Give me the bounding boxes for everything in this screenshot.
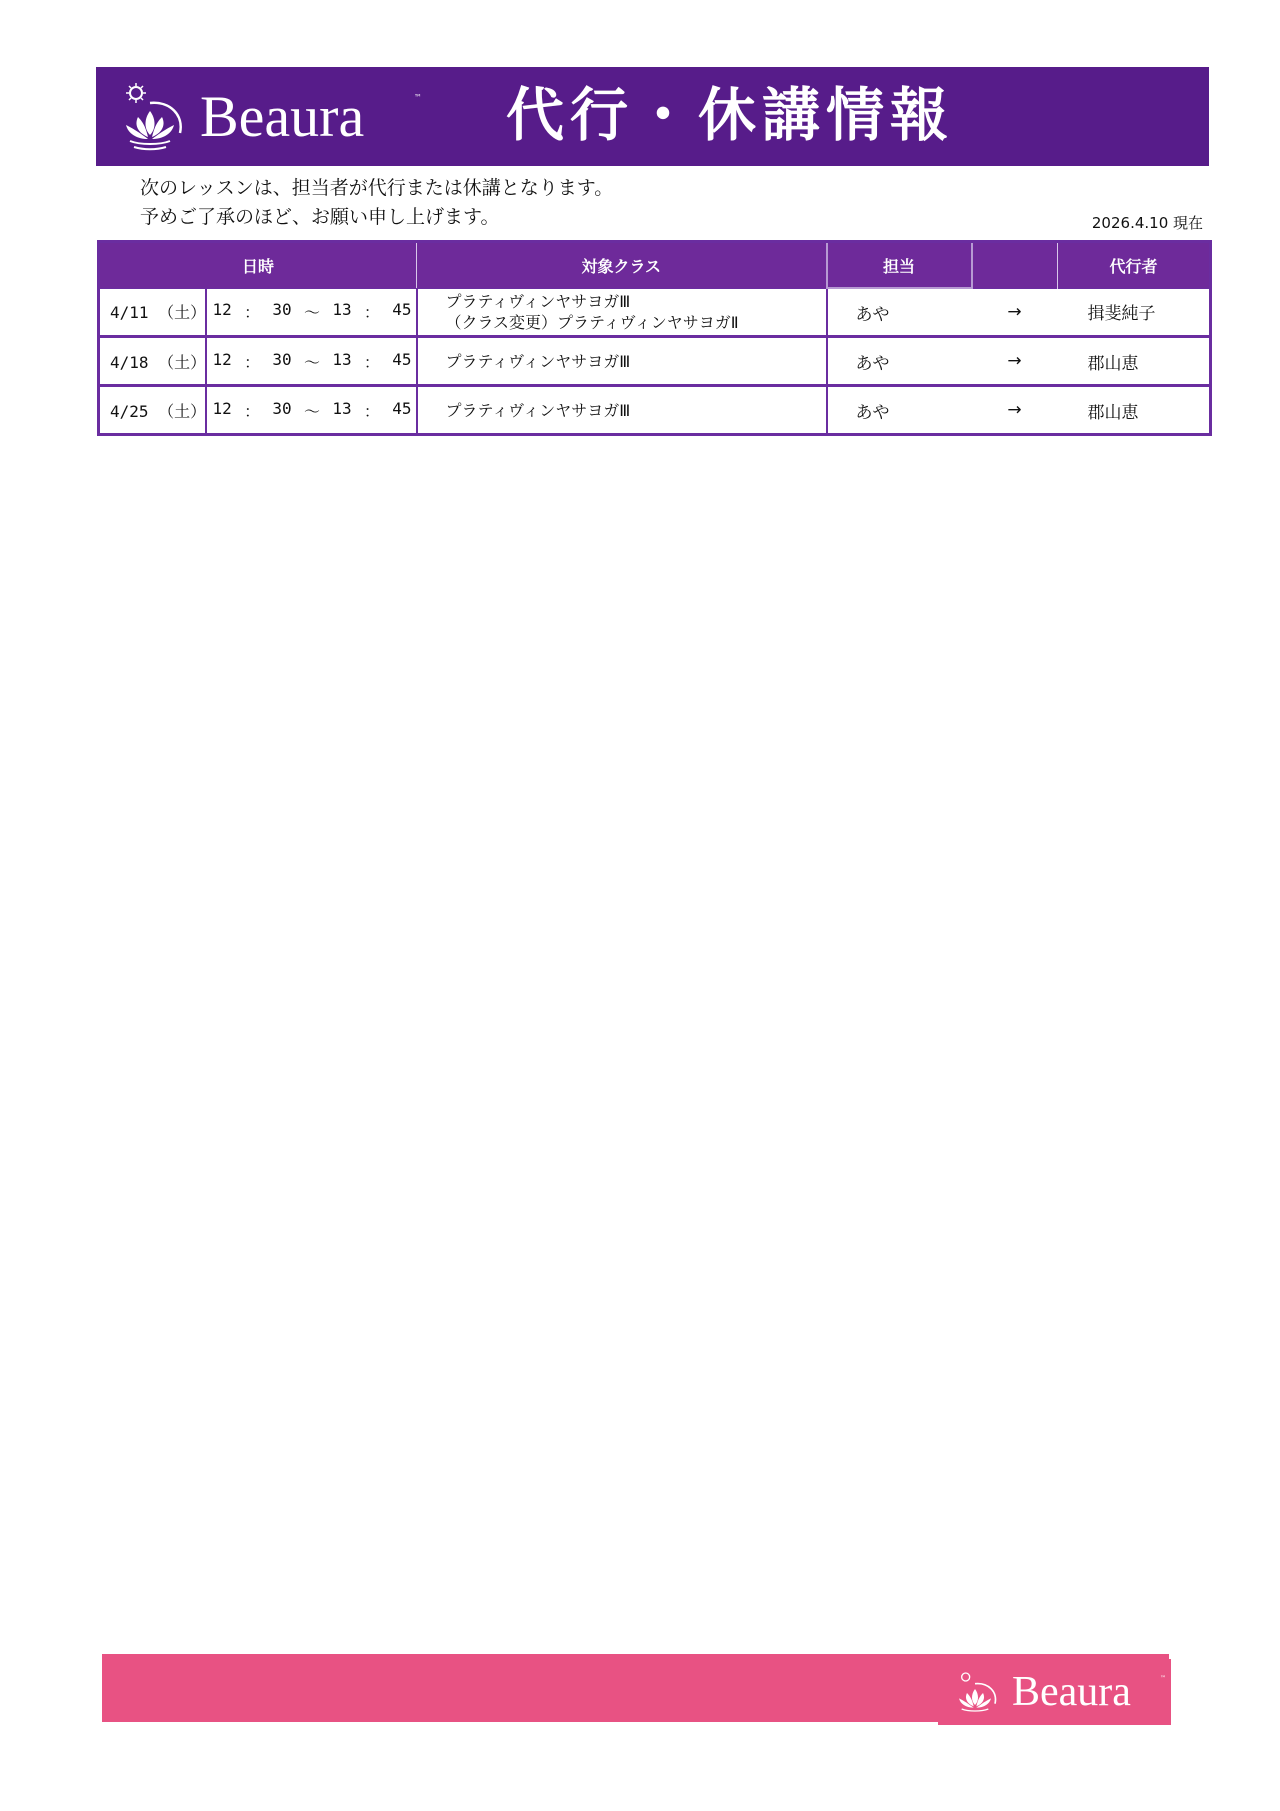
footer-brand-name: Beaura — [1012, 1669, 1131, 1715]
footer-trademark-mark: ™ — [1160, 1675, 1166, 1682]
cell-date: 4/18 （土） — [99, 337, 206, 386]
footer-brand — [938, 1659, 1171, 1725]
class-name: プラティヴィンヤサヨガⅢ — [445, 291, 631, 311]
col-header-class: 対象クラス — [417, 242, 827, 289]
time-tilde: ～ — [303, 401, 320, 421]
intro-line-2: 予めご了承のほど、お願い申し上げます。 — [140, 206, 500, 228]
cell-time — [206, 386, 417, 435]
as-of-date: 2026.4.10 現在 — [1091, 214, 1203, 232]
cell-substitute: 揖斐純子 — [1058, 288, 1211, 337]
start-hour: 12 — [212, 349, 232, 369]
cell-substitute: 郡山恵 — [1058, 386, 1211, 435]
cell-class — [417, 386, 827, 435]
col-header-substitute: 代行者 — [1058, 242, 1211, 289]
table-row — [99, 386, 1211, 435]
end-hour: 13 — [332, 398, 352, 418]
time-tilde: ～ — [303, 303, 320, 323]
time-colon: ： — [363, 401, 380, 421]
lotus-logo-icon — [110, 81, 190, 153]
class-name: プラティヴィンヤサヨガⅢ — [445, 351, 631, 371]
cell-substitute: 郡山恵 — [1058, 337, 1211, 386]
lotus-logo-icon — [946, 1669, 1004, 1717]
start-hour: 12 — [212, 398, 232, 418]
table-row — [99, 337, 1211, 386]
cell-time — [206, 337, 417, 386]
time-colon: ： — [363, 303, 380, 323]
start-minute: 30 — [272, 398, 292, 418]
page-title: 代行・休講情報 — [506, 81, 955, 149]
start-hour: 12 — [212, 300, 232, 320]
intro-line-1: 次のレッスンは、担当者が代行または休講となります。 — [140, 177, 614, 199]
cell-class — [417, 337, 827, 386]
arrow-icon: → — [972, 386, 1058, 435]
class-name: プラティヴィンヤサヨガⅢ — [445, 400, 631, 420]
end-minute: 45 — [392, 300, 412, 320]
trademark-mark: ™ — [414, 93, 422, 102]
cell-date: 4/25 （土） — [99, 386, 206, 435]
time-colon: ： — [244, 303, 261, 323]
end-hour: 13 — [332, 300, 352, 320]
start-minute: 30 — [272, 349, 292, 369]
cell-class — [417, 288, 827, 337]
time-colon: ： — [244, 352, 261, 372]
schedule-table — [97, 240, 1212, 436]
time-colon: ： — [244, 401, 261, 421]
brand-name: Beaura — [200, 84, 365, 149]
table-header-row — [99, 242, 1211, 289]
table-row — [99, 288, 1211, 337]
end-hour: 13 — [332, 349, 352, 369]
header-banner — [96, 67, 1209, 166]
cell-teacher: あや — [827, 337, 972, 386]
cell-time — [206, 288, 417, 337]
intro-text — [140, 174, 613, 232]
time-colon: ： — [363, 352, 380, 372]
col-header-teacher: 担当 — [827, 242, 972, 289]
col-header-blank — [972, 242, 1058, 289]
start-minute: 30 — [272, 300, 292, 320]
arrow-icon: → — [972, 337, 1058, 386]
arrow-icon: → — [972, 288, 1058, 337]
time-tilde: ～ — [303, 352, 320, 372]
col-header-datetime: 日時 — [99, 242, 417, 289]
cell-date: 4/11 （土） — [99, 288, 206, 337]
end-minute: 45 — [392, 349, 412, 369]
cell-teacher: あや — [827, 386, 972, 435]
end-minute: 45 — [392, 398, 412, 418]
cell-teacher: あや — [827, 288, 972, 337]
class-change-note: （クラス変更）プラティヴィンヤサヨガⅡ — [445, 312, 739, 332]
